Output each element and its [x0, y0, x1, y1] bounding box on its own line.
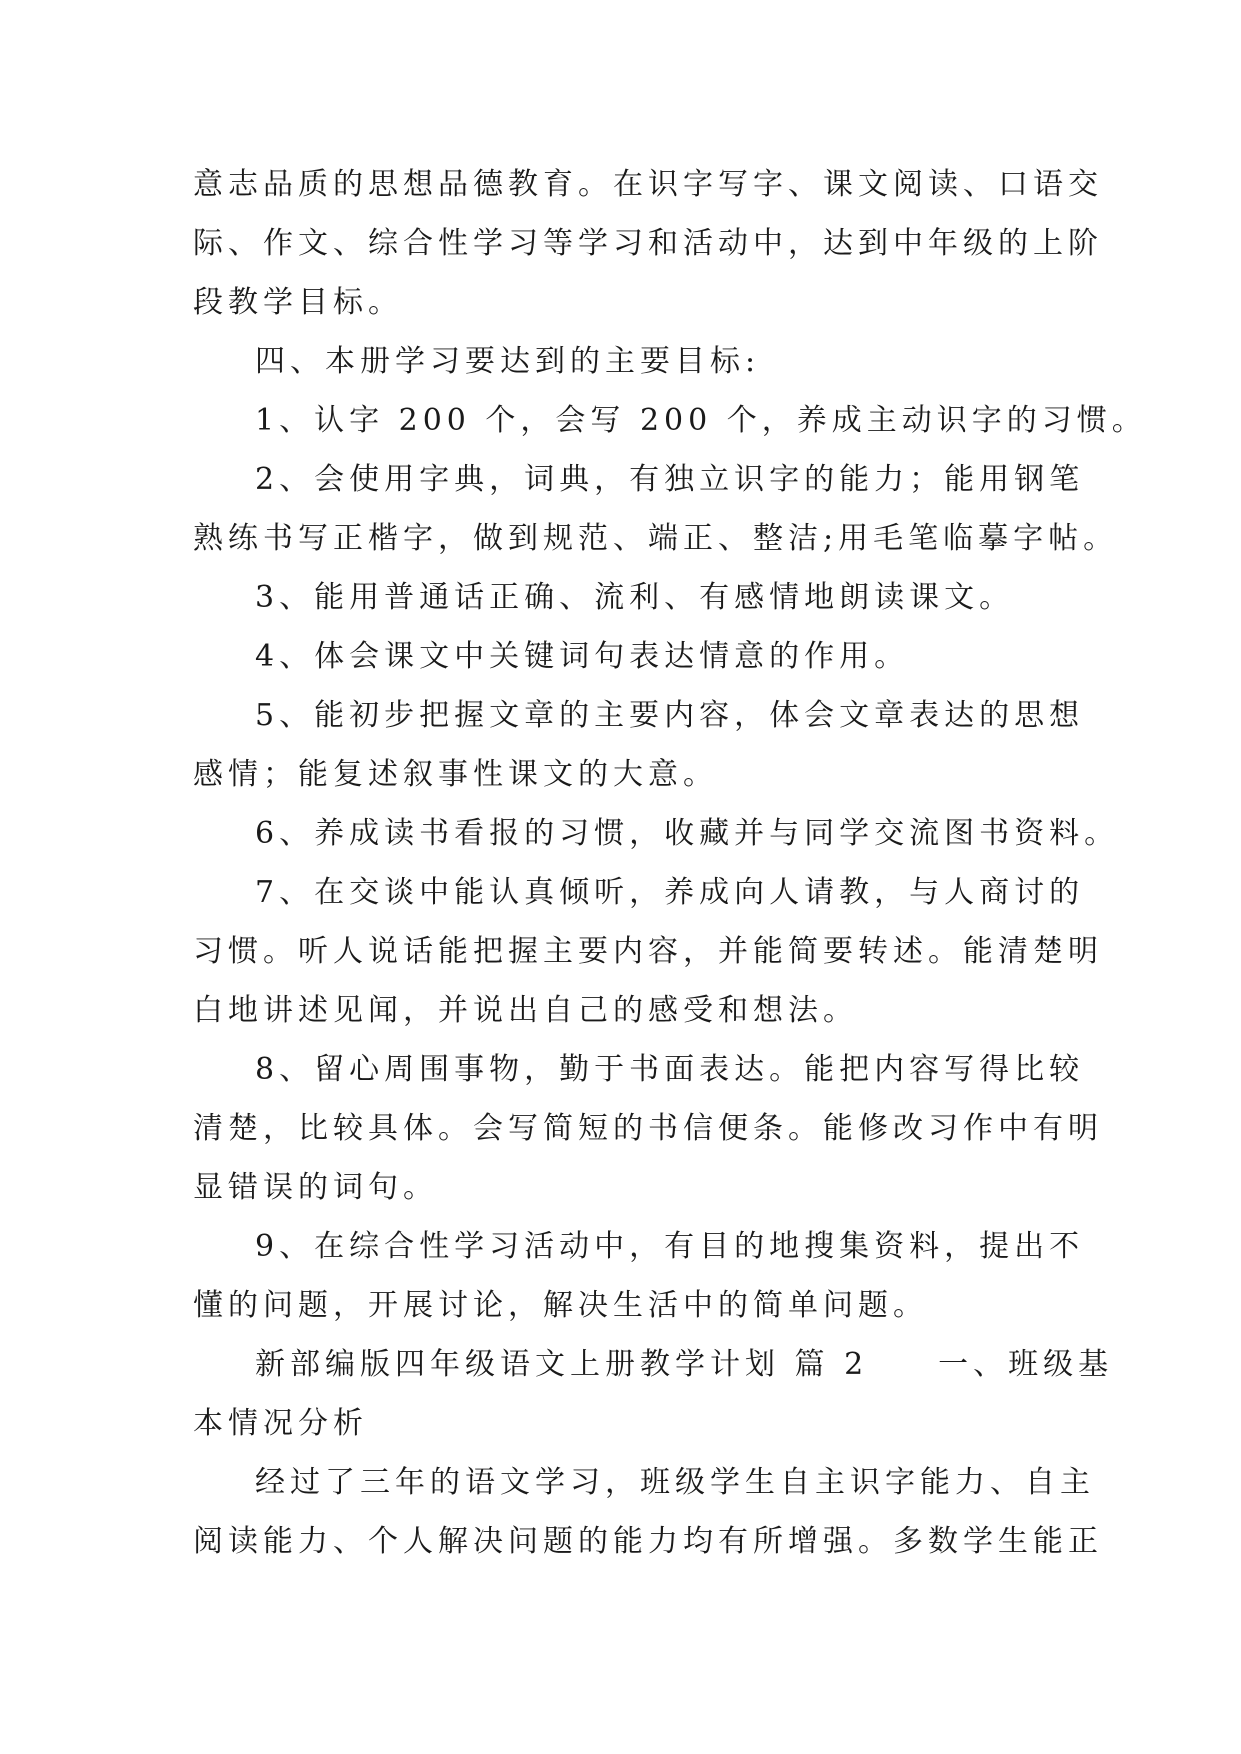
- text-line: 白地讲述见闻，并说出自己的感受和想法。: [193, 993, 858, 1028]
- text-line: 阅读能力、个人解决问题的能力均有所增强。多数学生能正: [193, 1524, 1103, 1559]
- text-line: 际、作文、综合性学习等学习和活动中，达到中年级的上阶: [193, 226, 1103, 261]
- text-line: 本情况分析: [193, 1406, 368, 1441]
- document-body: [193, 155, 1147, 1571]
- list-item-6: 6、养成读书看报的习惯，收藏并与同学交流图书资料。: [255, 816, 1120, 851]
- list-item-9: 9、在综合性学习活动中，有目的地搜集资料，提出不: [255, 1229, 1085, 1264]
- text-line: 清楚，比较具体。会写简短的书信便条。能修改习作中有明: [193, 1111, 1103, 1146]
- list-item-8: 8、留心周围事物，勤于书面表达。能把内容写得比较: [255, 1052, 1085, 1087]
- section-title: 新部编版四年级语文上册教学计划 篇 2 一、班级基: [255, 1347, 1114, 1382]
- text-line: 显错误的词句。: [193, 1170, 438, 1205]
- text-line: 感情；能复述叙事性课文的大意。: [193, 757, 718, 792]
- section-heading: 四、本册学习要达到的主要目标:: [255, 344, 761, 379]
- text-line: 意志品质的思想品德教育。在识字写字、课文阅读、口语交: [193, 167, 1103, 202]
- text-line: 懂的问题，开展讨论，解决生活中的简单问题。: [193, 1288, 928, 1323]
- text-line: 熟练书写正楷字，做到规范、端正、整洁;用毛笔临摹字帖。: [193, 521, 1119, 556]
- paragraph-start: 经过了三年的语文学习，班级学生自主识字能力、自主: [255, 1465, 1095, 1500]
- list-item-2: 2、会使用字典，词典，有独立识字的能力；能用钢笔: [255, 462, 1085, 497]
- text-line: 习惯。听人说话能把握主要内容，并能简要转述。能清楚明: [193, 934, 1103, 969]
- list-item-3: 3、能用普通话正确、流利、有感情地朗读课文。: [255, 580, 1015, 615]
- list-item-5: 5、能初步把握文章的主要内容，体会文章表达的思想: [255, 698, 1085, 733]
- list-item-4: 4、体会课文中关键词句表达情意的作用。: [255, 639, 910, 674]
- list-item-1: 1、认字 200 个，会写 200 个，养成主动识字的习惯。: [255, 403, 1147, 438]
- text-line: 段教学目标。: [193, 285, 403, 320]
- list-item-7: 7、在交谈中能认真倾听，养成向人请教，与人商讨的: [255, 875, 1085, 910]
